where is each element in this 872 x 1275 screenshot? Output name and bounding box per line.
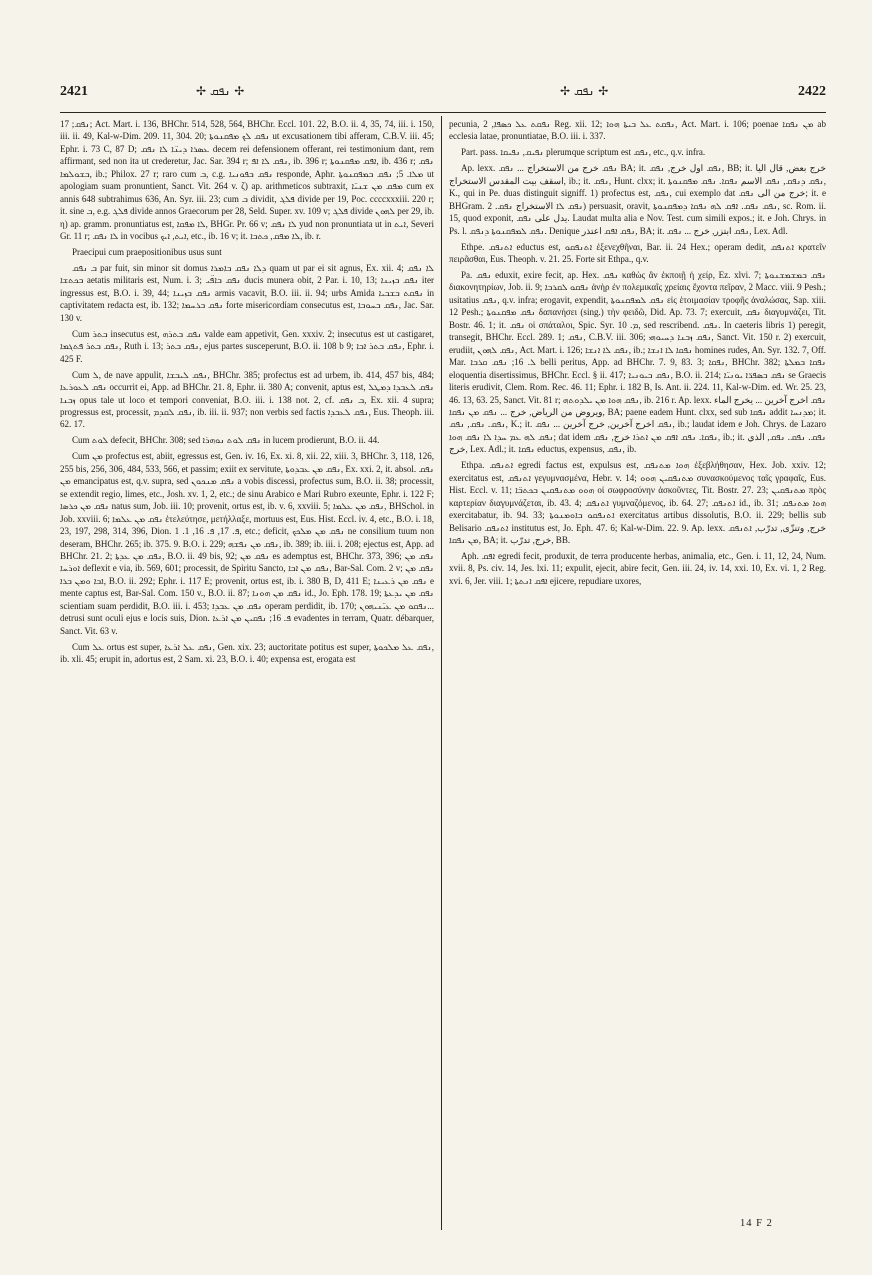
left-paragraph-1: ܢܦܩ; 17; Act. Mart. i. 136, BHChr. 514, 528, 564, BHChr. Eccl. 101. 22, B.O. ii. 4, 35, 74, iii. i. 150, iii. ii. 49, Kal-w-Dim. 209. 11, 304. 20; ܢܦܩ ܠܟ ܡܦܩܢܘܬܐ ut excusationem tibi afferam, C.B.V. iii. 45; Ephr. i. 73 C, 87 D; ܥܣܪܐ ܕܝܢ̈ܐ ܠܐ ܢܦܩ decem rei defensionem offerant, rei testimonium dant, rem affirmant, sed non ita ut crederetur, Jac. Sar. 394 r; ܢܦܩ ܠܐ ܐܦ, ib. 396 r; ܐܦܩ ܡܦܩܢܘܬܐ, ib. 436 r; ܢܦܩ ܒܫܘܠܡܐ, ib.; Philox. 27 r; raro cum ܒ, c.g. ܢܦܩ ܒܦܘܢܝܐ responde, Aphr. ܡܠܐ. 5; ܢܦܩ ܒܡܦܩܢܘܬܐ ut apologiam suam pronuntient, Sanct. Vit. 264 v. ζ) ap. arithmeticos subtraxit, ܡܦܩ ܡܢ ܫܢܝ̈ܐ cum ex annis 648 subtrahimus 636, An. Syr. iii. 23; cum ܒ dividit, ܦܠܓ divide per 19, Poc. ccccxxxiii. 220 r; it. sine ܒ, e.g. ܦܠܓ divide annos Graecorum per 28, Seld. Super. xv. 109 v; ܦܠܓ divide ܠܗܘܢ per 29, ib. η) ap. gramm. pronuntiatus est, ܠܐ ܡܦܩܐ, BHGr. Pr. 66 v; ܠܐ ܢܦܩ yud non pronuntiata ut in ܐܝܬ, Severi Gr. 11 r; ܠܐ ܢܦܩ in vocibus ܐܝܬ, ܐܝܟ, etc., ib. 16 v; it. ܠܐ ܡܦܩ, ܟܬܒܐ, ib. r. [60, 119, 435, 242]
left-paragraph-6: Cum ܠܘܬ defecit, BHChr. 308; sed ܢܦܩ ܠܘܬ ܢܘܗܪܐ in lucem prodierunt, B.O. ii. 44. [72, 435, 380, 446]
right-paragraph-7: Aph. ܐܦܩ egredi fecit, produxit, de terra producente herbas, animalia, etc., Gen. i. 11, 12, 24, Num. xvii. 8, Ps. civ. 14, Jes. lxi. 11; expulit, ejecit, abire fecit, Gen. iii. 24, iv. 14, xxi. 10, Ex. vi. 1, 2 Reg. xvi. 6, Jer. viii. 1; ܐܦܩ ܐܢܬܬܐ ejicere, repudiare uxores, [449, 550, 826, 586]
right-paragraph-1: pecunia, ܢܦܩܬ ܥܠ ܟܣܦܐ, 2 Reg. xii. 12; ܢܦܩܬ ܥܠ ܒܝܬܐ ܗܘܐ, Act. Mart. i. 106; poenae ܡܢ ܢܦܩܐ ab ecclesia latae, pronuntiatae, B.O. iii. i. 337. [449, 119, 826, 142]
left-running-title: ✢ ܢܦܩ ✢ [196, 84, 245, 98]
left-page-number: 2421 [60, 84, 88, 99]
column-divider [441, 116, 442, 1230]
left-paragraph-8: Cum ܥܠ ortus est super, ܢܦܩ ܥܠ ܐܪܥܐ, Gen. xix. 23; auctoritate potitus est super, ܢܦܩ ܥܠ ܡܠܟܘܬܐ, ib. xli. 45; erupit in, adortus est, 2 Sam. xi. 23, B.O. i. 40; expensa est, erogata est [60, 641, 434, 665]
right-paragraph-2: Part. pass. ܢܦܝܩ, ܢܦܝܩܐ plerumque scriptum est ܢܦܩ, etc., q.v. infra. [461, 147, 706, 158]
left-paragraph-3: ܒ ܢܦܩ par fuit, sin minor sit domus ܕܠܐ ܢܦܩ ܒܐܡܪܐ quam ut par ei sit agnus, Ex. xii. 4; ܠܐ ܢܦܩ ܒܟܬܫܐ aetatis militaris est, Num. i. 3; ܢܦܩ ܒܐܦ̈ܝ ducis munera obit, 2 Par. i. 10, 13; ܢܦܩ ܒܙܝܢܐ iter ingressus est, B.O. i. 39, 44; ܢܦܩ ܒܙܝܢܐ armis vacavit, B.O. iii. ii. 94; urbs Amida ܢܦܩܬ ܒܫܒܝܐ in captivitatem redacta est, ib. 132; ܢܦܩ ܒܪܚܡܐ forte misericordiam consecutus est, ܢܦܩ ܒܚܘܒܐ, Jac. Sar. 130 v. [60, 262, 435, 323]
left-paragraph-2: Praecipui cum praepositionibus usus sunt [72, 247, 222, 258]
right-column [449, 118, 826, 591]
right-page-number: 2422 [798, 84, 826, 99]
left-paragraph-7: Cum ܡܢ profectus est, abiit, egressus est, Gen. iv. 16, Ex. xi. 8, xii. 22, xiii. 3, BHChr. 3, 118, 126, 255 bis, 256, 306, 484, 533, 566, et passim; exiit ex servitute, ܢܦܩ ܡܢ ܥܒܕܘܬܐ, Ex. xxi. 2, it. absol. ܢܦܩ ܡܢ emancipatus est, q.v. supra, sed ܢܦܩ ܡܢܟܘܢ a vobis discessi, profectus sum, B.O. ii. 38; processit, se extendit regio, limes, etc., Josh. xv. 1, 2, etc.; de sinu Arabico e Mari Rubro exeunte, Ephr. i. 122 F; ܢܦܩ ܡܢ ܟܪܣܐ natus sum, Job. iii. 10; provenit, ortus est, ib. v. 6, xxviii. 5; ܢܦܩ ܡܢ ܥܠܡܐ, BHSchol. in Job. xxviii. 6; ܢܦܩ ܡܢ ܥܠܡܐ ἐτελεύτησε, μετήλλαξε, mortuus est, Eus. Hist. Eccl. iv. 4, etc., B.O. i. 18, 23, 197, 298, 314, 396, Dion. ܦ. 17, ܦ. 16, 1. 1, etc.; deficit, ܢܦܩ ܡܢ ܡܠܟܟ ne consilium tuum non deseram, BHChr. 265; ib. 375. 9. B.O. i. 229; ܢܦܩ ܡܢ ܢܦܫܗ, ib. 389; ib. iii. i. 208; ejectus est, App. ad BHChr. 21. 2; ܢܦܩ ܡܢ ܥܕܬܐ, B.O. ii. 49 bis, 92; ܢܦܩ ܡܢ es ademptus est, BHChr. 373, 396; ܢܦܩ ܡܢ ܐܘܪܚܐ deflexit e via, ib. 569, 601; processit, de Spiritu Sancto, ܢܦܩ ܡܢ ܐܒܐ, Bar-Sal. Com. 2 v; ܢܦܩ ܡܢ ܐܒܐ ܘܡܢ ܒܪܐ, B.O. ii. 292; Ephr. i. 117 E; provenit, ortus est, ib. i. 380 B, D, 411 E; ܢܦܩ ܡܢ ܪܥܝܢܐ e mente captus est, Bar-Sal. Com. 150 v., B.O. ii. 87; ܢܦܩ ܡܢ ܗܘܢܐ id., Jo. Eph. 178. 19; ܢܦܩ ܡܢ ܝܕܥܬܐ scientiam suam perdidit, B.O. iii. i. 453; ܢܦܩ ܡܢ ܥܒܕܐ operam perdidit, ib. 170; ܢܦܩܘ ܡܢ ܥܝ̈ܢܝܗܘܢ... detrusi sunt oculi ejus e locis suis, Dion. ܦ. 16; ܢܦܩܝܢ ܡܢ ܐܪܥܐ evadentes in terram, Quatr. débarquer, Sanct. Vit. 63 v. [60, 451, 435, 636]
right-running-title: ✢ ܢܦܩ ✢ [560, 84, 609, 98]
header-rule [60, 112, 826, 113]
right-paragraph-3: Ap. lexx. ܢܦܩ خرج من الاستخراج ... ܢܦܩ BA; it. ܢܦܩ اول خرج, ܢܦܩ, BB; it. خرج بعض, قال اليا اسقف بيت المقدس الاستخراج, ib.; it. ܢܦܩ, Hunt. clxx; it. ܢܦܩ ܕܢܦܩ, ܢܦܩ الاسم ܢܦܩܐ. ܢܦܩ ܡܦܩܢܘܬܐ, K., qui in Pe. duas distinguit signiff. 1) profectus est, ܢܦܩ, cui exemplo dat خرج من الى ܢܦܩ; it. e BHGram. ܢܦܩ ܠܐ الاستخراج ܢܦܩ. 2) persuasit, oravit, ܢܦܩ ܢܦܩ. ܐܦܩ ܠܗ ܢܦܩܐ ܕܡܦܩܢܘܬܐ, sc. Rom. ii. 15, quod exponit, يدل على ܢܦܩ. Laudat multa alia e Nov. Test. cum simili expos.; it. e Joh. Chrys. in Ps. l. ܢܦܩ ܠܡܦܩܢܘܬܐ ܕܢܦܩ. Denique ܢܦܩ ܐܦܩ اعتذر, BA; it. ܢܦܩ ابتزر, خرج ... ܢܦܩ, Lex. Adl. [449, 163, 827, 236]
page-header [60, 84, 826, 108]
right-paragraph-5: Pa. ܢܦܩ eduxit, exire fecit, ap. Hex. ܢܦܩ καθὼς ἂν ἐκποιῇ ἡ χείρ, Ez. xlvi. 7; ܢܦܩ ܒܡܫܡܫܢܘܬܐ διακονητηρίων, Job. ii. 9; ܢܦܩܘ ܠܩܪܒܐ ἀνὴρ ἐν πολεμικαῖς χρείαις ἔχοντα πεῖραν, 2 Macc. viii. 9 Pesh.; usitatius ܢܦܩ, q.v. infra; erogavit, expendit, ܢܦܩ ܠܡܦܩܢܘܬܐ εἰς ἑτοιμασίαν τροφῆς ἀναλώσας, Sap. xiii. 12 Pesh.; ܢܦܩ ܡܦܩܢܘܬܐ δαπανήσει (sing.) τὴν φειδῶ, Did. Ap. 73. 7; exercuit, ܢܦܩ διαγυμνάζει, Tit. Bostr. 46. 1; it. ܢܦܩ οἱ σπάταλοι, Spic. Syr. ܡ. 10, sed rescribend. ܢܦܩ. In caeteris libris 1) peregit, transegit, BHChr. Eccl. 289. 1; ܢܦܩ, C.B.V. iii. 306; ܢܦܩ ܙܒܢܐ ܕܚܝܘܗܝ, Sanct. Vit. 150 r. 2) exercuit, erudiit, ܢܦܩ ܠܗܘܢ, Act. Mart. i. 126; ܢܦܩ ܠܐ ܐܢܫܐ, ib.; ܢܦܩܐ ܠܐ ܐܢܫܐ homines rudes, An. Syr. 132. 7, Off. Mar. ܠ. 16; ܢܦܩ ܩܪܒܐ belli peritus, App. ad BHChr. 7. 9, 83. 3; ܢܦܩܐ, BHChr. 382; ܢܦܩܐ ܒܡܠܬܐ eloquentia disertissimus, BHChr. Eccl. § ii. 417; ܢܦܩ ܒܝܘܢܝܐ, B.O. ii. 214; ܢܦܩ ܒܣܦܪ̈ܐ ܝܘܢܝ̈ܐ se Graecis literis erudivit, Clem. Rom. Rec. 46. 11; Ephr. i. 182 B, Is. Ant. ii. 224. 11, Kal-w-Dim. ed. Wr. 25. 23, 46. 13, 63. 25, Sanct. Vit. 81 r; ܢܦܩ ܗܘܐ ܡܢ ܝܠܕܘܬܗ, ib. 216 r. Ap. lexx. ܢܦܩ اخرج آخرين ... يخرج الماء ويروض من الرياض, خرج ... ܢܦܩ ܡܢ ܢܦܩܐ, BA; paene eadem Hunt. clxx, sed sub ܢܦܩܐ addit ܡܕܢܚܐ; it. ܢܦܩ. ܢܦܩ, ܢܦܩ, K.; it. ܢܦܩ اخرج آخرين, خرج آخرين ... ܢܦܩ, ib.; laudat idem e Joh. Chrys. de Lazaro ܢܦܩ ܠܗ ܥܡ ܚܕܐ ܠܐ ܢܦܩ ܗܘܐ; dat idem ܢܦܩܐ. ܢܦܩ ܐܦܩ ܡܢ ܐܬܪܐ خرج, ܢܦܩ, ib.; it. ܢܦܩ. ܢܦܩ. ܢܦܩ, الذي خرج, Lex. Adl.; it. ܢܦܩܐ eductus, expensus, ܢܦܩ, ib. [449, 269, 827, 455]
right-paragraph-6: Ethpa. ܐܬܢܦܩ egredi factus est, expulsus est, ܗܘܐ ܡܬܢܦܩ ἐξεβλήθησαν, Hex. Job. xxiv. 12; exercitatus est, ܐܬܢܦܩ γεγυμνασμένα, Hebr. v. 14; ܡܬܢܦܩܝܢ ܗܘܘ συνασκούμενος ταῖς γραφαῖς, Eus. Hist. Eccl. v. 11; ܗܘܘ ܡܬܢܦܩܝܢ ܒܟܬܒ̈ܐ οἱ σωφροσύνην ἀσκοῦντες, Tit. Bostr. 27. 23; ܡܬܢܦܩܝܢ πρὸς καρτερίαν διαγυμνάζεται, ib. 43. 4; ܐܬܢܦܩ γυμναζόμενος, ib. 64. 27; ܐܬܢܦܩ id., ib. 31; ܗܘܐ ܡܬܢܦܩ exercitabatur, ib. 94. 33; ܐܬܢܦܩܘ ܒܐܘܡܢܘܬܐ exercitatus artibus dissolutis, B.O. ii. 229; bellis sub Belisario ܐܬܢܦܩ institutus est, Jo. Eph. 47. 6; Kal-w-Dim. 22. 9. Ap. lexx. خرج, وتنزّى, تدرّب, ܐܬܢܦܩ ܡܢ ܢܦܩܐ, BA; it. خرج, تدرّب, BB. [449, 460, 827, 545]
left-paragraph-4: Cum ܒܬܪ insecutus est, ܢܦܩ ܒܬܪܗ valde eam appetivit, Gen. xxxiv. 2; insecutus est ut castigaret, ܢܦܩ ܒܬܪ ܦܬܓܡܐ, Ruth i. 13; ܢܦܩ ܒܬܪ, ejus partes susceperunt, B.O. ii. 108 b 9; ܢܦܩ ܒܬܪ ܐܒܐ, Ephr. i. 425 F. [60, 328, 434, 364]
left-paragraph-5: Cum ܠ, de nave appulit, ܢܦܩ ܠܝܒܫܐ, BHChr. 385; profectus est ad urbem, ib. 414, 457 bis, 484; ܢܦܩ ܠܥܘܪܥܐ occurrit ei, App. ad BHChr. 21. 8, Ephr. ii. 380 A; convenit, aptus est, ܢܦܩ ܠܥܒܕܐ ܕܡܛܠ ܙܒܢܐ opus tale ut loco et tempori conveniat, B.O. iii. i. 138 not. 2, cf. ܒ ܢܦܩ, Ex. xii. 4 supra; progressus est, processit, ܢܦܩ ܠܩܕܡ, ib. iii. ii. 937; non verbis sed factis ܢܦܩ ܠܥܒܕܐ, Eus. Theoph. iii. 62. 17. [60, 369, 435, 430]
right-paragraph-4: Ethpe. ܐܬܢܦܩ eductus est, ܐܬܢܦܩܘ ἐξενεχθῆναι, Bar. ii. 24 Hex.; operam dedit, ܐܬܢܦܩ κρατεῖν πειρᾶσθαι, Eus. Theoph. v. 21. 25. Forte sit Ethpa., q.v. [449, 241, 826, 265]
signature-mark: 14 F 2 [740, 1218, 773, 1229]
left-column [60, 118, 434, 669]
